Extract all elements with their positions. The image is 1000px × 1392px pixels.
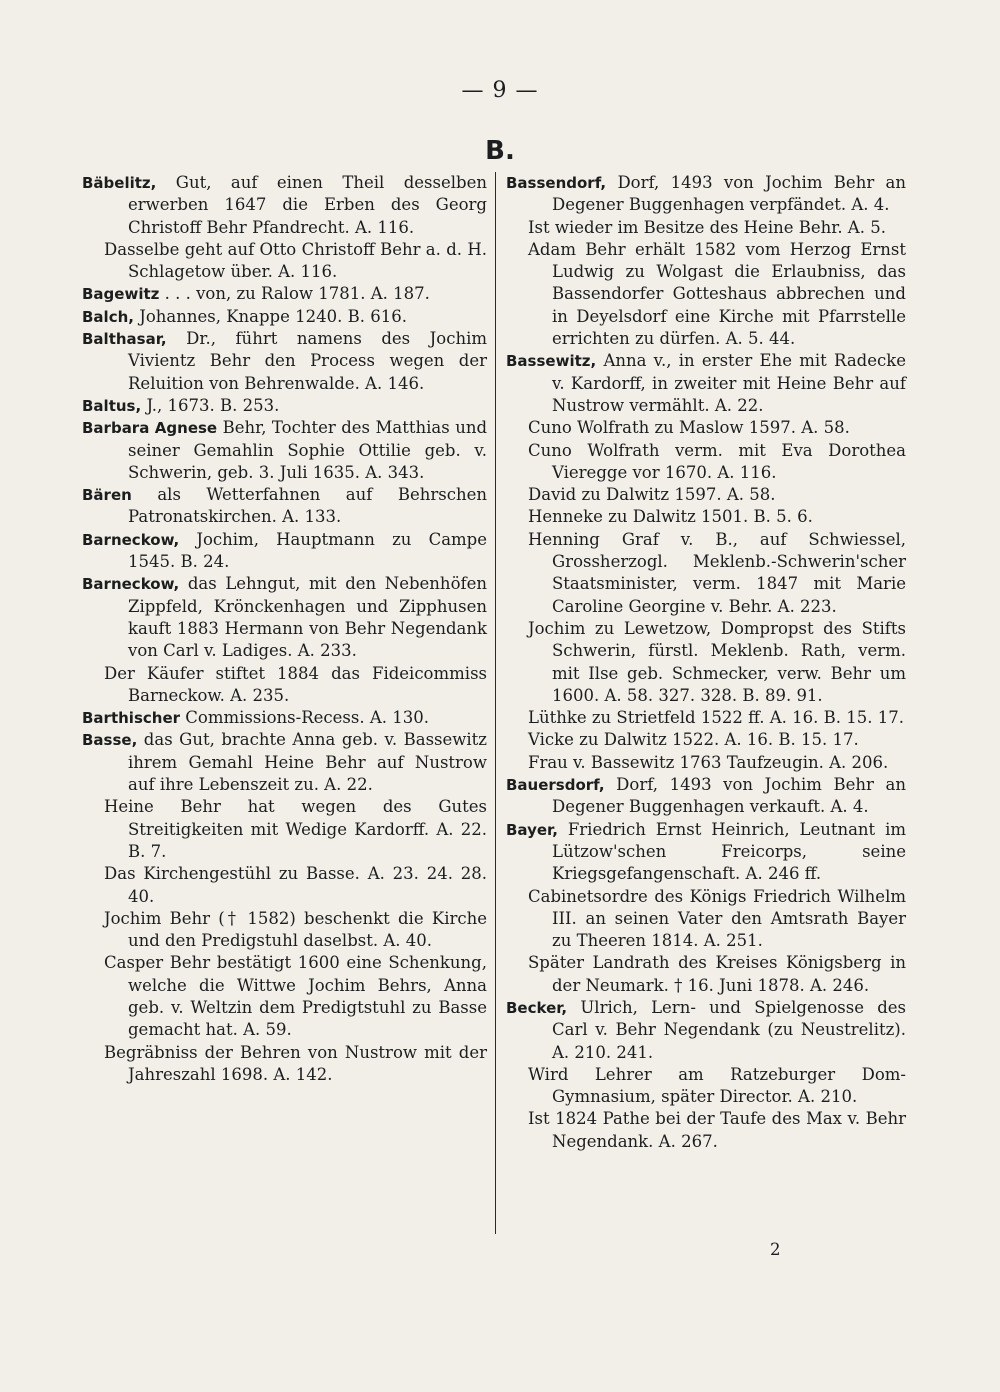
index-entry	[506, 819, 906, 997]
entry-main-line	[82, 395, 487, 417]
entry-sub-line: Der Käufer stiftet 1884 das Fideicommiss Barneckow. A. 235.	[104, 663, 487, 705]
entry-headword: Bayer,	[506, 820, 558, 839]
entry-sub-line: Adam Behr erhält 1582 vom Herzog Ernst Ludwig zu Wolgast die Erlaubniss, das Bassendorfer Gotteshaus abbrechen und in Deyelsdorf eine Kirche mit Pfarrstelle errichten zu dürfen. A. 5. 44.	[528, 239, 906, 349]
entry-main-line	[506, 774, 906, 819]
column-divider	[495, 172, 496, 1234]
entry-sub-line: Frau v. Bassewitz 1763 Taufzeugin. A. 206.	[528, 752, 889, 772]
entry-text: Friedrich Ernst Heinrich, Leutnant im Lützow'schen Freicorps, seine Kriegsgefangenschaft. A. 246 ff.	[552, 819, 906, 884]
entry-text: Behr, Tochter des Matthias und seiner Gemahlin Sophie Ottilie geb. v. Schwerin, geb. 3. Juli 1635. A. 343.	[128, 418, 488, 482]
index-entry	[82, 707, 487, 729]
entry-main-line	[82, 529, 487, 574]
entry-sub-line: Wird Lehrer am Ratzeburger Dom-Gymnasium, später Director. A. 210.	[528, 1064, 906, 1107]
entry-headword: Barneckow,	[82, 575, 180, 594]
entry-sub-line: Dasselbe geht auf Otto Christoff Behr a. d. H. Schlagetow über. A. 116.	[104, 239, 487, 282]
entry-main-line	[82, 172, 487, 239]
index-entry	[506, 774, 906, 819]
entry-sub-line: Lüthke zu Strietfeld 1522 ff. A. 16. B. 15. 17.	[528, 708, 904, 728]
entry-sub-line: Das Kirchengestühl zu Basse. A. 23. 24. 28. 40.	[104, 864, 487, 906]
index-entry	[82, 328, 487, 395]
index-entry	[82, 306, 487, 328]
entry-text: Dorf, 1493 von Jochim Behr an Degener Buggenhagen verpfändet. A. 4.	[552, 173, 907, 215]
entry-text: Johannes, Knappe 1240. B. 616.	[139, 306, 407, 326]
index-entry	[82, 417, 487, 484]
entry-headword: Balthasar,	[82, 330, 167, 349]
entry-headword: Barbara Agnese	[82, 419, 218, 438]
entry-text: Dr., führt namens des Jochim Vivientz Behr den Process wegen der Reluition von Behrenwalde. A. 146.	[128, 329, 487, 393]
entry-main-line	[82, 484, 487, 529]
entry-sub-line: Cuno Wolfrath zu Maslow 1597. A. 58.	[528, 418, 850, 438]
index-entry	[506, 997, 906, 1153]
index-entry	[506, 350, 906, 774]
entry-headword: Bauersdorf,	[506, 776, 605, 795]
entry-text: Jochim, Hauptmann zu Campe 1545. B. 24.	[128, 529, 488, 572]
entry-sub-line: Vicke zu Dalwitz 1522. A. 16. B. 15. 17.	[528, 730, 859, 750]
page-number: — 9 —	[461, 78, 539, 103]
entry-main-line	[82, 573, 487, 662]
index-entry	[82, 573, 487, 707]
entry-sub-line: Ist wieder im Besitze des Heine Behr. A. 5.	[528, 217, 886, 237]
section-letter: B.	[485, 136, 515, 166]
entry-main-line	[82, 417, 487, 484]
entry-text: . . . von, zu Ralow 1781. A. 187.	[164, 284, 430, 304]
entry-headword: Balch,	[82, 307, 134, 326]
entry-headword: Bassewitz,	[506, 352, 597, 371]
entry-text: das Lehngut, mit den Nebenhöfen Zippfeld, Krönckenhagen und Zipphusen kauft 1883 Hermann von Behr Negendank von Carl v. Ladiges. A. 233.	[128, 574, 487, 661]
index-entry	[82, 283, 487, 305]
entry-text: Gut, auf einen Theil desselben erwerben 1647 die Erben des Georg Christoff Behr Pfandrecht. A. 116.	[128, 173, 487, 237]
index-entry	[82, 484, 487, 529]
entry-headword: Bäbelitz,	[82, 174, 157, 192]
index-entry	[82, 395, 487, 417]
entry-main-line	[506, 172, 906, 217]
index-entry	[82, 172, 487, 283]
entry-sub-line: Casper Behr bestätigt 1600 eine Schenkung, welche die Wittwe Jochim Behrs, Anna geb. v. Weltzin dem Predigtstuhl zu Basse gemacht hat. A. 59.	[104, 953, 487, 1040]
entry-main-line	[82, 729, 487, 796]
signature-mark: 2	[770, 1240, 781, 1259]
entry-headword: Basse,	[82, 731, 138, 750]
entry-sub-line: Später Landrath des Kreises Königsberg in der Neumark. † 16. Juni 1878. A. 246.	[528, 953, 906, 995]
entry-sub-line: Henneke zu Dalwitz 1501. B. 5. 6.	[528, 507, 813, 527]
entry-main-line	[82, 306, 487, 328]
entry-main-line	[82, 283, 487, 305]
entry-headword: Barneckow,	[82, 530, 180, 549]
entry-main-line	[82, 328, 487, 395]
entry-text: Ulrich, Lern- und Spielgenosse des Carl v. Behr Negendank (zu Neustrelitz). A. 210. 241.	[552, 997, 906, 1062]
entry-main-line	[506, 819, 906, 886]
entry-text: das Gut, brachte Anna geb. v. Bassewitz ihrem Gemahl Heine Behr auf Nustrow auf ihre Lebenszeit zu. A. 22.	[128, 730, 487, 795]
entry-headword: Barthischer	[82, 709, 181, 728]
entry-headword: Baltus,	[82, 396, 142, 415]
entry-sub-line: Begräbniss der Behren von Nustrow mit der Jahreszahl 1698. A. 142.	[104, 1042, 487, 1084]
entry-text: Dorf, 1493 von Jochim Behr an Degener Buggenhagen verkauft. A. 4.	[552, 775, 906, 817]
index-entry	[82, 729, 487, 1086]
entry-sub-line: Cabinetsordre des Königs Friedrich Wilhelm III. an seinen Vater den Amtsrath Bayer zu Theeren 1814. A. 251.	[528, 886, 906, 951]
entry-sub-line: Cuno Wolfrath verm. mit Eva Dorothea Vieregge vor 1670. A. 116.	[528, 440, 906, 482]
entry-sub-line: David zu Dalwitz 1597. A. 58.	[528, 485, 776, 505]
entry-headword: Becker,	[506, 998, 568, 1017]
entry-main-line	[82, 707, 487, 729]
index-entry	[82, 529, 487, 574]
left-column	[82, 172, 487, 1086]
entry-text: als Wetterfahnen auf Behrschen Patronatskirchen. A. 133.	[128, 485, 487, 527]
entry-sub-line: Heine Behr hat wegen des Gutes Streitigkeiten mit Wedige Kardorff. A. 22. B. 7.	[104, 797, 487, 861]
entry-text: Anna v., in erster Ehe mit Radecke v. Kardorff, in zweiter mit Heine Behr auf Nustrow vermählt. A. 22.	[552, 351, 906, 415]
index-entry	[506, 172, 906, 350]
entry-sub-line: Jochim zu Lewetzow, Dompropst des Stifts Schwerin, fürstl. Meklenb. Rath, verm. mit Ilse geb. Schmecker, verw. Behr um 1600. A. 58. 327. 328. B. 89. 91.	[528, 618, 906, 705]
entry-text: Commissions-Recess. A. 130.	[185, 708, 429, 728]
entry-headword: Bären	[82, 486, 132, 505]
entry-sub-line: Jochim Behr († 1582) beschenkt die Kirche und den Predigstuhl daselbst. A. 40.	[104, 908, 487, 951]
entry-text: J., 1673. B. 253.	[146, 395, 280, 415]
entry-headword: Bagewitz	[82, 285, 160, 304]
entry-headword: Bassendorf,	[506, 174, 607, 192]
entry-sub-line: Ist 1824 Pathe bei der Taufe des Max v. Behr Negendank. A. 267.	[528, 1109, 906, 1151]
entry-main-line	[506, 997, 906, 1064]
entry-main-line	[506, 350, 906, 417]
entry-sub-line: Henning Graf v. B., auf Schwiessel, Grossherzogl. Meklenb.-Schwerin'scher Staatsminister, verm. 1847 mit Marie Caroline Georgine v. Behr. A. 223.	[528, 529, 906, 616]
right-column	[506, 172, 906, 1153]
